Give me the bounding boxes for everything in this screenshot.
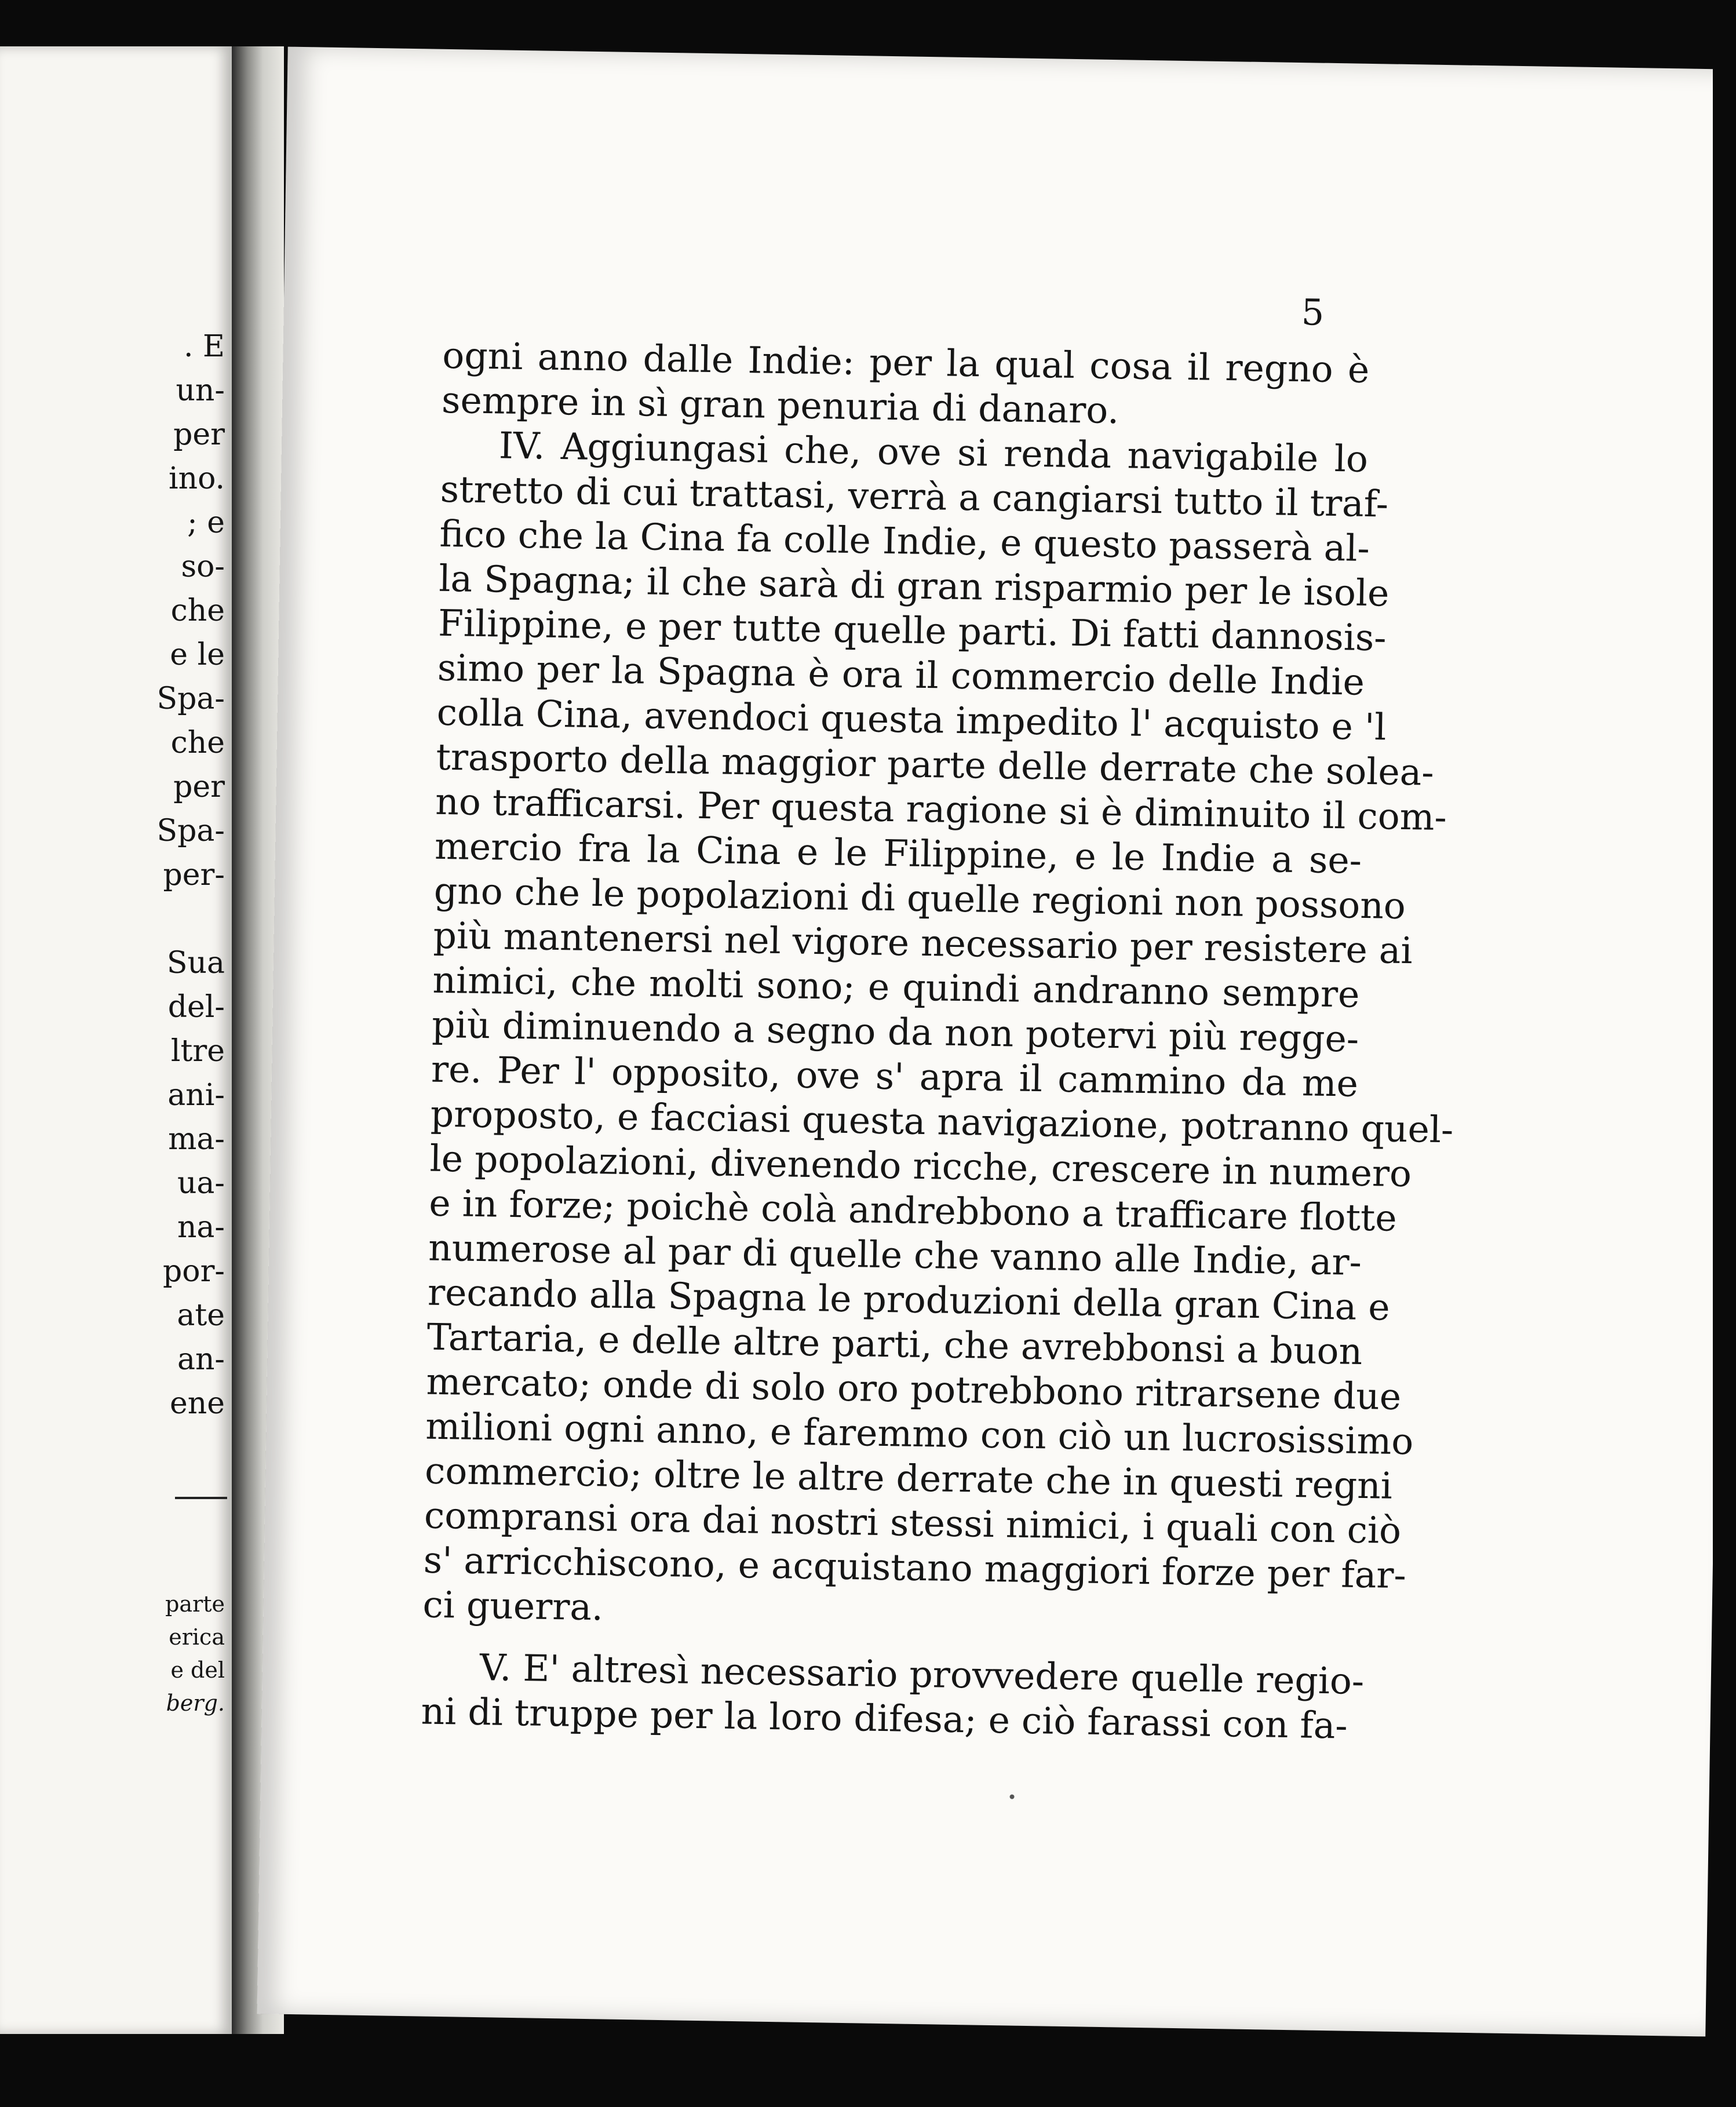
previous-page-line-fragment bbox=[157, 897, 225, 941]
text-line: V. E' altresì necessario provvedere quelle regio- bbox=[479, 1646, 1365, 1703]
previous-page-line-fragment: che bbox=[170, 726, 225, 760]
page-body-text bbox=[421, 333, 1454, 1748]
previous-page-line-fragment: per bbox=[173, 770, 225, 804]
text-line: compransi ora dai nostri stessi nimici, i quali con ciò bbox=[424, 1494, 1402, 1552]
previous-page-line-fragment: an- bbox=[177, 1342, 225, 1377]
previous-page-line-fragment: Spa- bbox=[156, 814, 225, 848]
text-line: simo per la Spagna è ora il commercio delle Indie bbox=[437, 646, 1365, 703]
text-line: sempre in sì gran penuria di danaro. bbox=[441, 378, 1119, 432]
previous-page-line-fragment: e le bbox=[170, 637, 225, 672]
text-line: fico che la Cina fa colle Indie, e questo passerà al- bbox=[439, 512, 1370, 570]
previous-page-footnote-fragment: e del bbox=[170, 1657, 225, 1683]
text-line: colla Cina, avendoci questa impedito l' acquisto e 'l bbox=[436, 691, 1387, 749]
previous-page-line-fragment: un- bbox=[176, 373, 225, 408]
text-line: più diminuendo a segno da non potervi più regge- bbox=[431, 1003, 1359, 1060]
text-line: ogni anno dalle Indie: per la qual cosa il regno è bbox=[442, 334, 1370, 391]
text-line: stretto di cui trattasi, verrà a cangiarsi tutto il traf- bbox=[440, 468, 1389, 526]
previous-page-line-fragment: Spa- bbox=[156, 681, 225, 716]
previous-page-text-column bbox=[157, 325, 225, 1426]
previous-page-fragment bbox=[0, 46, 232, 2034]
previous-page-line-fragment: ani- bbox=[167, 1078, 225, 1113]
previous-page-footnotes bbox=[165, 1588, 225, 1720]
text-line: numerose al par di quelle che vanno alle Indie, ar- bbox=[428, 1226, 1362, 1284]
text-line: commercio; oltre le altre derrate che in questi regni bbox=[424, 1449, 1393, 1507]
previous-page-line-fragment: so- bbox=[181, 549, 225, 584]
text-line: gno che le popolazioni di quelle regioni non possono bbox=[433, 869, 1406, 928]
previous-page-line-fragment: Sua bbox=[166, 946, 225, 980]
previous-page-line-fragment: che bbox=[170, 593, 225, 628]
text-line: mercato; onde di solo oro potrebbono ritrarsene due bbox=[426, 1360, 1402, 1419]
text-line: Filippine, e per tutte quelle parti. Di fatti dannosis- bbox=[437, 602, 1387, 659]
previous-page-footnote-fragment: parte bbox=[165, 1591, 225, 1617]
text-line: ci guerra. bbox=[422, 1583, 604, 1629]
text-line: la Spagna; il che sarà di gran risparmio per le isole bbox=[438, 557, 1389, 615]
text-line: s' arricchiscono, e acquistano maggiori forze per far- bbox=[423, 1539, 1407, 1597]
previous-page-line-fragment: . E bbox=[183, 329, 225, 364]
previous-page-line-fragment: ate bbox=[177, 1298, 225, 1333]
footnote-rule bbox=[175, 1497, 227, 1499]
previous-page-line-fragment: na- bbox=[177, 1210, 225, 1245]
previous-page-line-fragment: del- bbox=[167, 990, 225, 1025]
page-number: 5 bbox=[1301, 291, 1325, 334]
previous-page-line-fragment: por- bbox=[162, 1254, 225, 1289]
text-line: no trafficarsi. Per questa ragione si è diminuito il com- bbox=[435, 780, 1447, 839]
book-page bbox=[257, 47, 1736, 2037]
previous-page-footnote-fragment: erica bbox=[169, 1624, 225, 1650]
text-line: nimici, che molti sono; e quindi andranno sempre bbox=[432, 958, 1360, 1016]
previous-page-line-fragment: ua- bbox=[177, 1166, 225, 1201]
text-line: e in forze; poichè colà andrebbono a trafficare flotte bbox=[428, 1182, 1398, 1240]
previous-page-line-fragment: per- bbox=[163, 858, 225, 892]
text-line: trasporto della maggior parte delle derrate che solea- bbox=[436, 735, 1435, 794]
previous-page-line-fragment: per bbox=[173, 417, 225, 452]
paper-speck bbox=[1009, 1795, 1014, 1799]
text-line: più mantenersi nel vigore necessario per resistere ai bbox=[433, 914, 1413, 972]
previous-page-line-fragment: ma- bbox=[168, 1122, 225, 1157]
text-line: milioni ogni anno, e faremmo con ciò un lucrosissimo bbox=[425, 1405, 1414, 1463]
text-line: IV. Aggiungasi che, ove si renda navigabile lo bbox=[498, 424, 1369, 480]
text-line: mercio fra la Cina e le Filippine, e le Indie a se- bbox=[434, 825, 1362, 882]
text-line: le popolazioni, divenendo ricche, crescere in numero bbox=[429, 1137, 1412, 1195]
text-line: Tartaria, e delle altre parti, che avrebbonsi a buon bbox=[426, 1315, 1363, 1373]
text-line: proposto, e facciasi questa navigazione, potranno quel- bbox=[430, 1092, 1454, 1151]
previous-page-line-fragment: ino. bbox=[168, 461, 225, 496]
text-line: recando alla Spagna le produzioni della gran Cina e bbox=[427, 1271, 1391, 1329]
previous-page-line-fragment: ene bbox=[169, 1386, 225, 1421]
text-line: re. Per l' opposito, ove s' apra il cammino da me bbox=[431, 1048, 1359, 1105]
previous-page-line-fragment: ltre bbox=[170, 1034, 225, 1069]
scan-edge bbox=[1713, 0, 1736, 2107]
previous-page-line-fragment: ; e bbox=[187, 505, 225, 540]
text-line: ni di truppe per la loro difesa; e ciò farassi con fa- bbox=[421, 1690, 1348, 1747]
previous-page-footnote-fragment: berg. bbox=[166, 1690, 225, 1716]
